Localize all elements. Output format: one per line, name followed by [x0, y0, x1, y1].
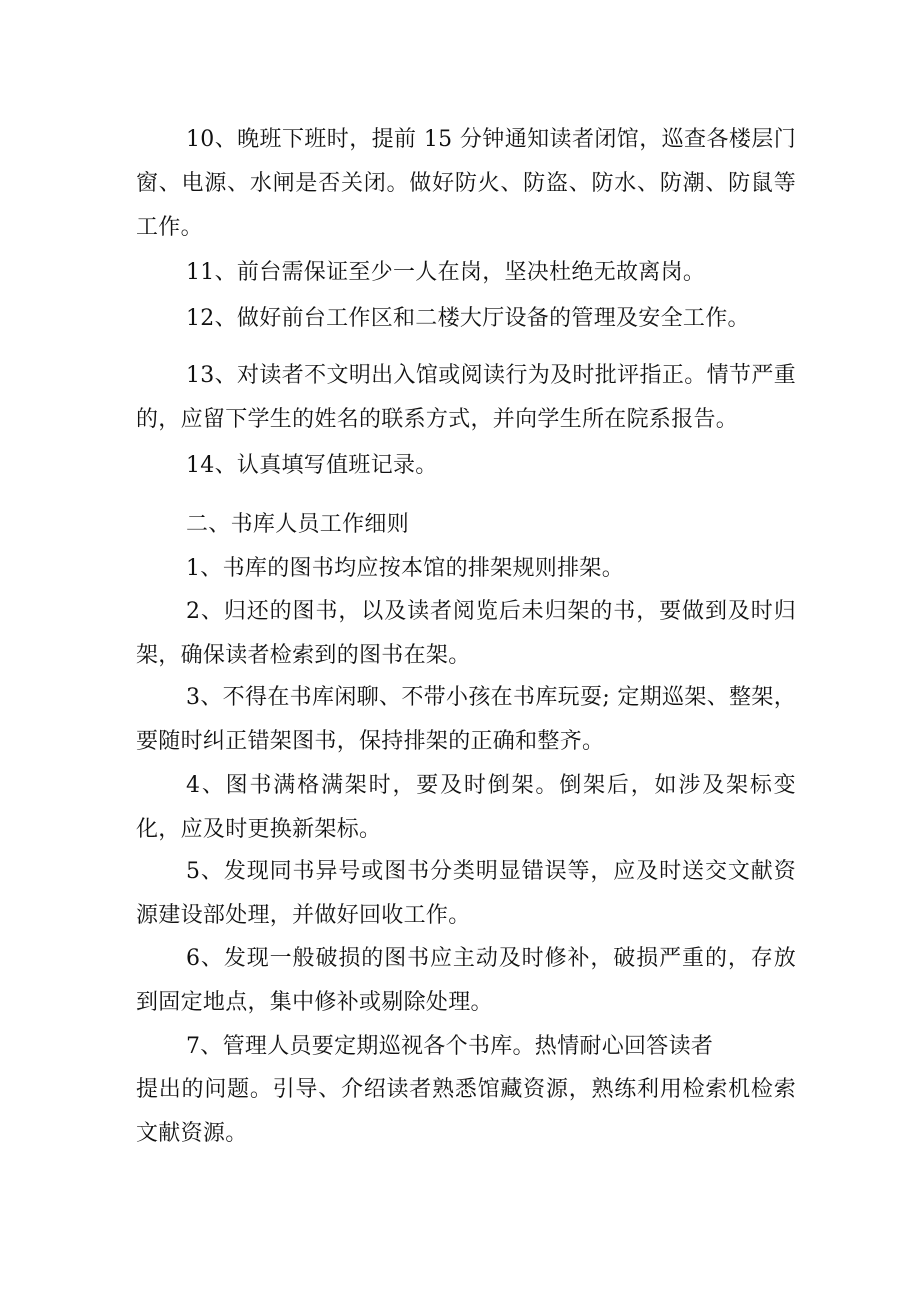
rule-5: 5、发现同书异号或图书分类明显错误等，应及时送交文献资源建设部处理，并做好回收工作。	[136, 859, 796, 928]
rule-1: 1、书库的图书均应按本馆的排架规则排架。	[186, 556, 624, 581]
paragraph-12: 12、做好前台工作区和二楼大厅设备的管理及安全工作。	[186, 306, 750, 331]
paragraph-13: 13、对读者不文明出入馆或阅读行为及时批评指正。情节严重的，应留下学生的姓名的联系方式，并向学生所在院系报告。	[136, 363, 796, 432]
rule-7-continuation: 提出的问题。引导、介绍读者熟悉馆藏资源，熟练利用检索机检索文献资源。	[136, 1077, 796, 1146]
paragraph-10: 10、晚班下班时，提前 15 分钟通知读者闭馆，巡查各楼层门窗、电源、水闸是否关闭。做好防火、防盗、防水、防潮、防鼠等工作。	[136, 127, 796, 240]
paragraph-11: 11、前台需保证至少一人在岗，坚决杜绝无故离岗。	[186, 260, 706, 285]
paragraph-14: 14、认真填写值班记录。	[186, 453, 438, 478]
rule-4: 4、图书满格满架时，要及时倒架。倒架后，如涉及架标变化，应及时更换新架标。	[136, 773, 796, 842]
rule-2: 2、归还的图书，以及读者阅览后未归架的书，要做到及时归架，确保读者检索到的图书在架。	[136, 599, 796, 668]
rule-6: 6、发现一般破损的图书应主动及时修补，破损严重的，存放到固定地点，集中修补或剔除处理。	[136, 946, 796, 1015]
section-heading: 二、书库人员工作细则	[186, 512, 410, 537]
rule-7-first-line: 7、管理人员要定期巡视各个书库。热情耐心回答读者	[186, 1034, 714, 1059]
rule-3: 3、不得在书库闲聊、不带小孩在书库玩耍; 定期巡架、整架，要随时纠正错架图书，保持排架的正确和整齐。	[136, 685, 796, 754]
